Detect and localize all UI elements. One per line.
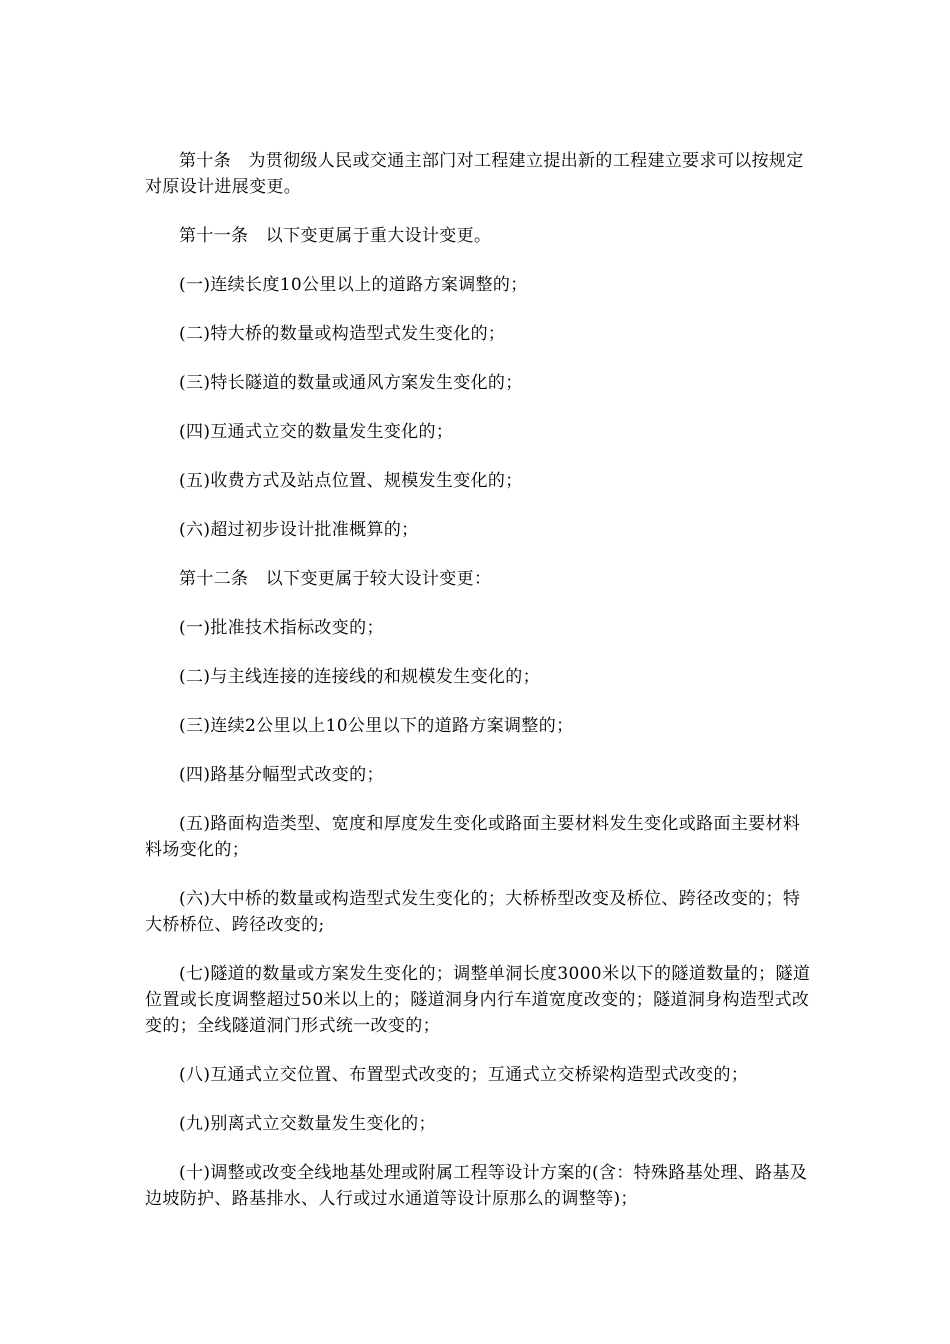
- article-11-item-5: (五)收费方式及站点位置、规模发生变化的；: [179, 471, 523, 491]
- article-11-item-6: (六)超过初步设计批准概算的；: [179, 520, 419, 540]
- article-12-item-3: (三)连续2公里以上10公里以下的道路方案调整的；: [179, 716, 574, 736]
- article-12-item-4: (四)路基分幅型式改变的；: [179, 765, 384, 785]
- article-12-item-7: (七)隧道的数量或方案发生变化的；调整单洞长度3000米以下的隧道数量的；隧道位置或长度调整超过50米以上的；隧道洞身内行车道宽度改变的；隧道洞身构造型式改变的；全线隧道洞门形式统一改变的；: [145, 964, 811, 1036]
- article-12-item-10: (十)调整或改变全线地基处理或附属工程等设计方案的(含：特殊路基处理、路基及边坡防护、路基排水、人行或过水通道等设计原那么的调整等)；: [145, 1163, 808, 1209]
- article-10: 第十条 为贯彻级人民或交通主部门对工程建立提出新的工程建立要求可以按规定对原设计进展变更。: [145, 151, 804, 197]
- article-11-item-3: (三)特长隧道的数量或通风方案发生变化的；: [179, 373, 523, 393]
- article-12-item-6: (六)大中桥的数量或构造型式发生变化的；大桥桥型改变及桥位、跨径改变的；特大桥桥位、跨径改变的;: [145, 889, 801, 935]
- article-11-item-1: (一)连续长度10公里以上的道路方案调整的；: [179, 275, 528, 295]
- article-11-item-2: (二)特大桥的数量或构造型式发生变化的；: [179, 324, 506, 344]
- article-12-item-5: (五)路面构造类型、宽度和厚度发生变化或路面主要材料发生变化或路面主要材料料场变化的；: [145, 814, 801, 860]
- article-12-item-1: (一)批准技术指标改变的；: [179, 618, 384, 638]
- article-12-heading: 第十二条 以下变更属于较大设计变更：: [179, 569, 492, 589]
- article-12-item-9: (九)别离式立交数量发生变化的；: [179, 1114, 436, 1134]
- article-11-heading: 第十一条 以下变更属于重大设计变更。: [179, 226, 492, 246]
- article-12-item-2: (二)与主线连接的连接线的和规模发生变化的；: [179, 667, 540, 687]
- document-body: [145, 148, 813, 1235]
- article-12-item-8: (八)互通式立交位置、布置型式改变的；互通式立交桥梁构造型式改变的；: [179, 1065, 749, 1085]
- article-11-item-4: (四)互通式立交的数量发生变化的；: [179, 422, 454, 442]
